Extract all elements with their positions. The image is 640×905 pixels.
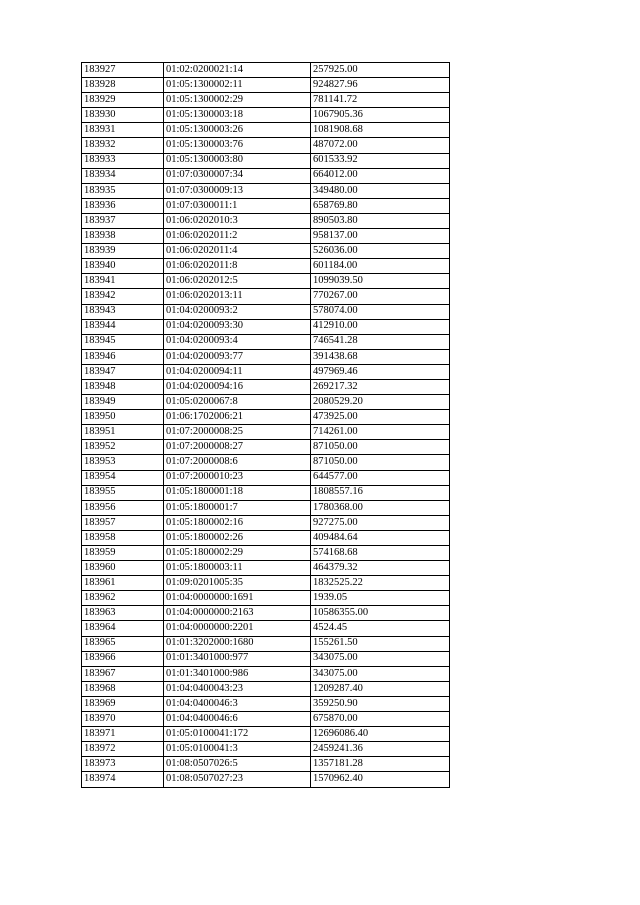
record-id-cell: 183935 xyxy=(82,183,164,198)
value-cell: 4524.45 xyxy=(311,621,450,636)
table-row xyxy=(82,636,450,651)
table-row xyxy=(82,621,450,636)
cadastral-number-cell: 01:07:0300009:13 xyxy=(164,183,311,198)
cadastral-number-cell: 01:04:0200093:30 xyxy=(164,319,311,334)
cadastral-number-cell: 01:06:1702006:21 xyxy=(164,410,311,425)
cadastral-number-cell: 01:04:0200093:2 xyxy=(164,304,311,319)
value-cell: 2459241.36 xyxy=(311,742,450,757)
table-row xyxy=(82,757,450,772)
table-row xyxy=(82,666,450,681)
value-cell: 1808557.16 xyxy=(311,485,450,500)
cadastral-number-cell: 01:06:0202011:8 xyxy=(164,259,311,274)
cadastral-number-cell: 01:01:3401000:986 xyxy=(164,666,311,681)
value-cell: 526036.00 xyxy=(311,244,450,259)
record-id-cell: 183956 xyxy=(82,500,164,515)
cadastral-number-cell: 01:04:0400046:3 xyxy=(164,696,311,711)
cadastral-number-cell: 01:05:1800003:11 xyxy=(164,561,311,576)
value-cell: 10586355.00 xyxy=(311,606,450,621)
table-row xyxy=(82,651,450,666)
table-row xyxy=(82,168,450,183)
value-cell: 601184.00 xyxy=(311,259,450,274)
value-cell: 497969.46 xyxy=(311,364,450,379)
cadastral-number-cell: 01:07:2000008:27 xyxy=(164,440,311,455)
record-id-cell: 183933 xyxy=(82,153,164,168)
cadastral-number-cell: 01:04:0000000:1691 xyxy=(164,591,311,606)
value-cell: 391438.68 xyxy=(311,349,450,364)
record-id-cell: 183932 xyxy=(82,138,164,153)
record-id-cell: 183938 xyxy=(82,229,164,244)
table-body xyxy=(82,63,450,788)
table-row xyxy=(82,410,450,425)
value-cell: 1832525.22 xyxy=(311,576,450,591)
record-id-cell: 183950 xyxy=(82,410,164,425)
value-cell: 601533.92 xyxy=(311,153,450,168)
table-row xyxy=(82,274,450,289)
value-cell: 644577.00 xyxy=(311,470,450,485)
record-id-cell: 183951 xyxy=(82,425,164,440)
cadastral-number-cell: 01:05:0200067:8 xyxy=(164,395,311,410)
table-row xyxy=(82,183,450,198)
value-cell: 924827.96 xyxy=(311,78,450,93)
cadastral-number-cell: 01:06:0202011:4 xyxy=(164,244,311,259)
value-cell: 2080529.20 xyxy=(311,395,450,410)
table-row xyxy=(82,334,450,349)
value-cell: 12696086.40 xyxy=(311,727,450,742)
table-row xyxy=(82,63,450,78)
record-id-cell: 183974 xyxy=(82,772,164,787)
cadastral-number-cell: 01:05:1800001:7 xyxy=(164,500,311,515)
cadastral-number-cell: 01:07:0300007:34 xyxy=(164,168,311,183)
value-cell: 269217.32 xyxy=(311,379,450,394)
cadastral-number-cell: 01:04:0200093:4 xyxy=(164,334,311,349)
cadastral-number-cell: 01:05:0100041:172 xyxy=(164,727,311,742)
value-cell: 781141.72 xyxy=(311,93,450,108)
value-cell: 770267.00 xyxy=(311,289,450,304)
value-cell: 1067905.36 xyxy=(311,108,450,123)
table-row xyxy=(82,153,450,168)
cadastral-number-cell: 01:08:0507027:23 xyxy=(164,772,311,787)
table-row xyxy=(82,138,450,153)
record-id-cell: 183949 xyxy=(82,395,164,410)
record-id-cell: 183971 xyxy=(82,727,164,742)
record-id-cell: 183928 xyxy=(82,78,164,93)
record-id-cell: 183942 xyxy=(82,289,164,304)
cadastral-number-cell: 01:07:2000010:23 xyxy=(164,470,311,485)
table-row xyxy=(82,123,450,138)
record-id-cell: 183970 xyxy=(82,712,164,727)
cadastral-number-cell: 01:06:0202011:2 xyxy=(164,229,311,244)
table-row xyxy=(82,530,450,545)
record-id-cell: 183930 xyxy=(82,108,164,123)
table-row xyxy=(82,591,450,606)
value-cell: 578074.00 xyxy=(311,304,450,319)
cadastral-number-cell: 01:05:1300002:11 xyxy=(164,78,311,93)
cadastral-number-cell: 01:05:1300003:26 xyxy=(164,123,311,138)
table-row xyxy=(82,364,450,379)
value-cell: 871050.00 xyxy=(311,455,450,470)
value-cell: 1099039.50 xyxy=(311,274,450,289)
cadastral-number-cell: 01:07:2000008:25 xyxy=(164,425,311,440)
table-row xyxy=(82,349,450,364)
record-id-cell: 183957 xyxy=(82,515,164,530)
cadastral-number-cell: 01:06:0202010:3 xyxy=(164,213,311,228)
cadastral-number-cell: 01:06:0202012:5 xyxy=(164,274,311,289)
record-id-cell: 183934 xyxy=(82,168,164,183)
table-row xyxy=(82,379,450,394)
value-cell: 1570962.40 xyxy=(311,772,450,787)
value-cell: 890503.80 xyxy=(311,213,450,228)
record-id-cell: 183969 xyxy=(82,696,164,711)
cadastral-number-cell: 01:07:0300011:1 xyxy=(164,198,311,213)
record-id-cell: 183944 xyxy=(82,319,164,334)
value-cell: 958137.00 xyxy=(311,229,450,244)
table-row xyxy=(82,470,450,485)
cadastral-number-cell: 01:05:1300002:29 xyxy=(164,93,311,108)
table-row xyxy=(82,712,450,727)
value-cell: 675870.00 xyxy=(311,712,450,727)
value-cell: 412910.00 xyxy=(311,319,450,334)
record-id-cell: 183962 xyxy=(82,591,164,606)
table-row xyxy=(82,78,450,93)
record-id-cell: 183945 xyxy=(82,334,164,349)
table-row xyxy=(82,289,450,304)
table-row xyxy=(82,606,450,621)
table-row xyxy=(82,93,450,108)
value-cell: 343075.00 xyxy=(311,666,450,681)
cadastral-number-cell: 01:04:0200093:77 xyxy=(164,349,311,364)
record-id-cell: 183959 xyxy=(82,546,164,561)
cadastral-number-cell: 01:05:1800002:26 xyxy=(164,530,311,545)
value-cell: 927275.00 xyxy=(311,515,450,530)
value-cell: 155261.50 xyxy=(311,636,450,651)
value-cell: 664012.00 xyxy=(311,168,450,183)
table-row xyxy=(82,259,450,274)
record-id-cell: 183939 xyxy=(82,244,164,259)
record-id-cell: 183927 xyxy=(82,63,164,78)
table-row xyxy=(82,304,450,319)
table-row xyxy=(82,561,450,576)
record-id-cell: 183931 xyxy=(82,123,164,138)
cadastral-number-cell: 01:05:1300003:76 xyxy=(164,138,311,153)
value-cell: 658769.80 xyxy=(311,198,450,213)
cadastral-number-cell: 01:05:1800001:18 xyxy=(164,485,311,500)
table-row xyxy=(82,576,450,591)
cadastral-number-cell: 01:01:3401000:977 xyxy=(164,651,311,666)
value-cell: 1939.05 xyxy=(311,591,450,606)
cadastral-number-cell: 01:05:0100041:3 xyxy=(164,742,311,757)
table-row xyxy=(82,681,450,696)
table-row xyxy=(82,319,450,334)
cadastral-number-cell: 01:04:0200094:16 xyxy=(164,379,311,394)
value-cell: 257925.00 xyxy=(311,63,450,78)
cadastral-number-cell: 01:05:1800002:29 xyxy=(164,546,311,561)
record-id-cell: 183955 xyxy=(82,485,164,500)
record-id-cell: 183973 xyxy=(82,757,164,772)
cadastral-number-cell: 01:07:2000008:6 xyxy=(164,455,311,470)
record-id-cell: 183972 xyxy=(82,742,164,757)
value-cell: 487072.00 xyxy=(311,138,450,153)
record-id-cell: 183954 xyxy=(82,470,164,485)
record-id-cell: 183961 xyxy=(82,576,164,591)
table-row xyxy=(82,229,450,244)
value-cell: 409484.64 xyxy=(311,530,450,545)
cadastral-number-cell: 01:02:0200021:14 xyxy=(164,63,311,78)
record-id-cell: 183948 xyxy=(82,379,164,394)
record-id-cell: 183967 xyxy=(82,666,164,681)
record-id-cell: 183968 xyxy=(82,681,164,696)
cadastral-number-cell: 01:05:1800002:16 xyxy=(164,515,311,530)
cadastral-number-cell: 01:08:0507026:5 xyxy=(164,757,311,772)
value-cell: 714261.00 xyxy=(311,425,450,440)
value-cell: 1081908.68 xyxy=(311,123,450,138)
value-cell: 473925.00 xyxy=(311,410,450,425)
table-row xyxy=(82,772,450,787)
value-cell: 574168.68 xyxy=(311,546,450,561)
value-cell: 871050.00 xyxy=(311,440,450,455)
record-id-cell: 183929 xyxy=(82,93,164,108)
table-row xyxy=(82,515,450,530)
record-id-cell: 183936 xyxy=(82,198,164,213)
record-id-cell: 183940 xyxy=(82,259,164,274)
record-id-cell: 183946 xyxy=(82,349,164,364)
record-id-cell: 183965 xyxy=(82,636,164,651)
table-row xyxy=(82,546,450,561)
table-row xyxy=(82,440,450,455)
cadastral-number-cell: 01:04:0400043:23 xyxy=(164,681,311,696)
value-cell: 343075.00 xyxy=(311,651,450,666)
record-id-cell: 183960 xyxy=(82,561,164,576)
table-row xyxy=(82,213,450,228)
value-cell: 746541.28 xyxy=(311,334,450,349)
record-id-cell: 183958 xyxy=(82,530,164,545)
table-row xyxy=(82,244,450,259)
value-cell: 349480.00 xyxy=(311,183,450,198)
value-cell: 1780368.00 xyxy=(311,500,450,515)
table-row xyxy=(82,727,450,742)
cadastral-number-cell: 01:04:0000000:2163 xyxy=(164,606,311,621)
value-cell: 1357181.28 xyxy=(311,757,450,772)
record-id-cell: 183964 xyxy=(82,621,164,636)
table-row xyxy=(82,198,450,213)
cadastral-number-cell: 01:04:0200094:11 xyxy=(164,364,311,379)
cadastral-value-table xyxy=(81,62,450,788)
value-cell: 359250.90 xyxy=(311,696,450,711)
record-id-cell: 183963 xyxy=(82,606,164,621)
table-row xyxy=(82,696,450,711)
cadastral-number-cell: 01:04:0400046:6 xyxy=(164,712,311,727)
record-id-cell: 183943 xyxy=(82,304,164,319)
table-row xyxy=(82,500,450,515)
cadastral-number-cell: 01:05:1300003:18 xyxy=(164,108,311,123)
table-row xyxy=(82,395,450,410)
value-cell: 464379.32 xyxy=(311,561,450,576)
table-row xyxy=(82,108,450,123)
record-id-cell: 183966 xyxy=(82,651,164,666)
table-row xyxy=(82,425,450,440)
table-row xyxy=(82,742,450,757)
table-row xyxy=(82,485,450,500)
record-id-cell: 183937 xyxy=(82,213,164,228)
cadastral-number-cell: 01:05:1300003:80 xyxy=(164,153,311,168)
value-cell: 1209287.40 xyxy=(311,681,450,696)
cadastral-number-cell: 01:09:0201005:35 xyxy=(164,576,311,591)
record-id-cell: 183947 xyxy=(82,364,164,379)
cadastral-number-cell: 01:01:3202000:1680 xyxy=(164,636,311,651)
cadastral-number-cell: 01:06:0202013:11 xyxy=(164,289,311,304)
record-id-cell: 183941 xyxy=(82,274,164,289)
table-row xyxy=(82,455,450,470)
cadastral-number-cell: 01:04:0000000:2201 xyxy=(164,621,311,636)
record-id-cell: 183952 xyxy=(82,440,164,455)
record-id-cell: 183953 xyxy=(82,455,164,470)
